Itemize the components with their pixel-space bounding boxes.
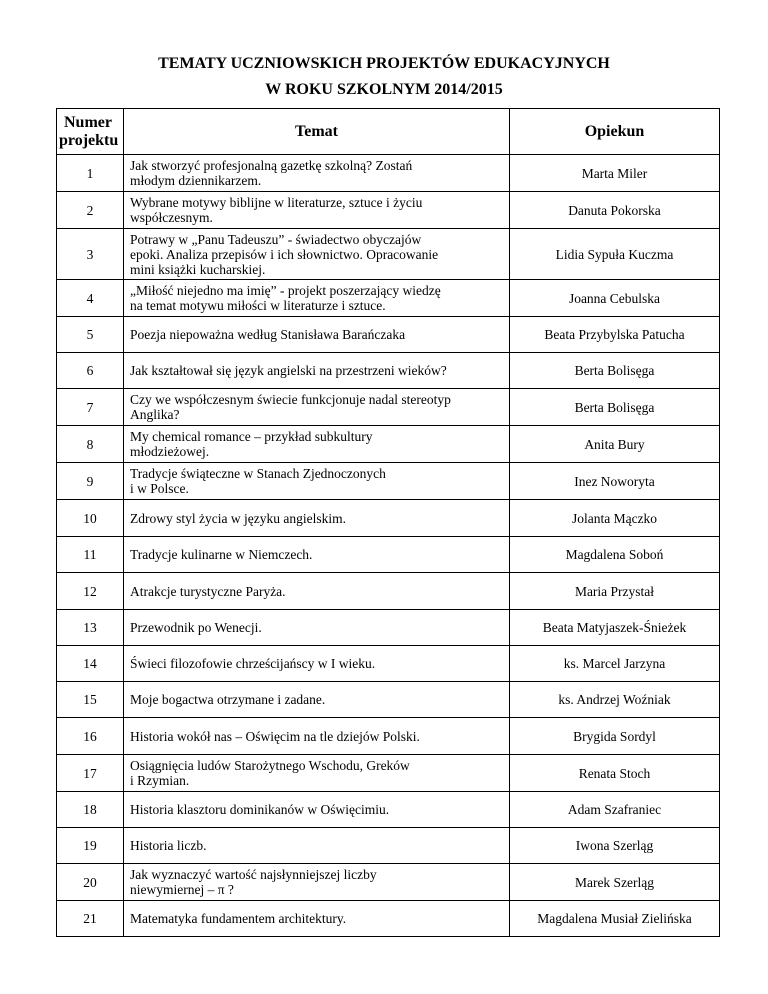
project-supervisor: Magdalena Musiał Zielińska <box>510 901 720 937</box>
project-number: 6 <box>57 353 124 389</box>
project-number: 20 <box>57 864 124 901</box>
project-topic-line: Historia klasztoru dominikanów w Oświęcimiu. <box>130 802 390 817</box>
table-row <box>57 389 720 426</box>
project-topic <box>124 463 510 500</box>
project-number: 18 <box>57 792 124 828</box>
project-topic-line: na temat motywu miłości w literaturze i sztuce. <box>130 298 386 313</box>
project-number: 3 <box>57 229 124 280</box>
table-row <box>57 755 720 792</box>
header-numer-projektu <box>57 109 124 155</box>
table-row <box>57 718 720 755</box>
project-topic-line: Jak kształtował się język angielski na przestrzeni wieków? <box>130 363 447 378</box>
header-opiekun: Opiekun <box>510 109 720 155</box>
project-topic-line: i w Polsce. <box>130 481 189 496</box>
header-temat: Temat <box>124 109 510 155</box>
project-topic-line: Moje bogactwa otrzymane i zadane. <box>130 692 326 707</box>
project-topic <box>124 646 510 682</box>
table-row <box>57 317 720 353</box>
project-number: 5 <box>57 317 124 353</box>
project-supervisor: Berta Bolisęga <box>510 389 720 426</box>
page-title-line-2: W ROKU SZKOLNYM 2014/2015 <box>265 81 503 98</box>
project-topic-line: Osiągnięcia ludów Starożytnego Wschodu, Greków <box>130 758 410 773</box>
project-topic <box>124 864 510 901</box>
project-supervisor: Joanna Cebulska <box>510 280 720 317</box>
project-number: 10 <box>57 500 124 537</box>
table-row <box>57 500 720 537</box>
project-topic-line: młodzieżowej. <box>130 444 210 459</box>
project-supervisor: Renata Stoch <box>510 755 720 792</box>
project-supervisor: Beata Matyjaszek-Śnieżek <box>510 610 720 646</box>
project-topic <box>124 828 510 864</box>
table-row <box>57 573 720 610</box>
project-topic-line: Wybrane motywy biblijne w literaturze, sztuce i życiu <box>130 195 423 210</box>
project-topic-line: współczesnym. <box>130 210 213 225</box>
project-number: 2 <box>57 192 124 229</box>
project-topic-line: Historia liczb. <box>130 838 207 853</box>
table-row <box>57 353 720 389</box>
project-topic-line: Matematyka fundamentem architektury. <box>130 911 347 926</box>
project-topic <box>124 192 510 229</box>
project-topic-line: Historia wokół nas – Oświęcim na tle dziejów Polski. <box>130 728 420 744</box>
project-number: 12 <box>57 573 124 610</box>
project-topic-line: młodym dziennikarzem. <box>130 173 262 188</box>
table-row <box>57 792 720 828</box>
project-topic <box>124 317 510 353</box>
project-number: 19 <box>57 828 124 864</box>
project-number: 13 <box>57 610 124 646</box>
project-topic-line: i Rzymian. <box>130 773 190 788</box>
project-topic <box>124 426 510 463</box>
project-topic <box>124 901 510 937</box>
project-supervisor: Berta Bolisęga <box>510 353 720 389</box>
table-row <box>57 155 720 192</box>
project-supervisor: Danuta Pokorska <box>510 192 720 229</box>
project-number: 7 <box>57 389 124 426</box>
project-topic-line: Jak stworzyć profesjonalną gazetkę szkolną? Zostań <box>130 158 413 173</box>
project-topic-line: Anglika? <box>130 407 180 422</box>
project-supervisor: Jolanta Mączko <box>510 500 720 537</box>
project-topic <box>124 229 510 280</box>
project-topic-line: Świeci filozofowie chrześcijańscy w I wieku. <box>130 656 376 671</box>
header-numer-line-2: projektu <box>59 131 119 149</box>
table-row <box>57 864 720 901</box>
project-number: 16 <box>57 718 124 755</box>
project-topic <box>124 353 510 389</box>
project-number: 8 <box>57 426 124 463</box>
project-topic-line: „Miłość niejedno ma imię” - projekt poszerzający wiedzę <box>130 283 441 298</box>
project-topic <box>124 155 510 192</box>
project-number: 15 <box>57 682 124 718</box>
project-topic-line: Tradycje świąteczne w Stanach Zjednoczonych <box>130 466 386 481</box>
table-row <box>57 192 720 229</box>
table-row <box>57 682 720 718</box>
project-supervisor: Marek Szerląg <box>510 864 720 901</box>
project-supervisor: Maria Przystał <box>510 573 720 610</box>
project-number: 9 <box>57 463 124 500</box>
project-number: 1 <box>57 155 124 192</box>
project-supervisor: ks. Andrzej Woźniak <box>510 682 720 718</box>
project-supervisor: Lidia Sypuła Kuczma <box>510 229 720 280</box>
table-row <box>57 426 720 463</box>
project-supervisor: Magdalena Soboń <box>510 537 720 573</box>
project-topic <box>124 718 510 755</box>
project-topic-line: mini książki kucharskiej. <box>130 261 266 277</box>
table-row <box>57 828 720 864</box>
project-topic-line: Atrakcje turystyczne Paryża. <box>130 583 286 599</box>
project-topic <box>124 389 510 426</box>
project-supervisor: Beata Przybylska Patucha <box>510 317 720 353</box>
project-number: 21 <box>57 901 124 937</box>
project-topic-line: Potrawy w „Panu Tadeuszu” - świadectwo obyczajów <box>130 231 422 247</box>
project-topic-line: Poezja niepoważna według Stanisława Barańczaka <box>130 327 406 342</box>
table-row <box>57 610 720 646</box>
project-topic-line: My chemical romance – przykład subkultury <box>130 429 373 444</box>
table-row <box>57 646 720 682</box>
project-topic <box>124 500 510 537</box>
project-number: 17 <box>57 755 124 792</box>
project-topic <box>124 682 510 718</box>
project-supervisor: Inez Noworyta <box>510 463 720 500</box>
project-topic <box>124 280 510 317</box>
project-topic-line: Czy we współczesnym świecie funkcjonuje nadal stereotyp <box>130 392 451 407</box>
project-number: 14 <box>57 646 124 682</box>
project-topic <box>124 573 510 610</box>
project-topic-line: Zdrowy styl życia w języku angielskim. <box>130 510 346 526</box>
project-number: 11 <box>57 537 124 573</box>
project-supervisor: Adam Szafraniec <box>510 792 720 828</box>
project-supervisor: ks. Marcel Jarzyna <box>510 646 720 682</box>
projects-table <box>56 108 720 937</box>
project-supervisor: Iwona Szerląg <box>510 828 720 864</box>
project-topic-line: Jak wyznaczyć wartość najsłynniejszej liczby <box>130 867 377 882</box>
table-row <box>57 901 720 937</box>
project-topic <box>124 755 510 792</box>
project-supervisor: Brygida Sordyl <box>510 718 720 755</box>
project-topic <box>124 610 510 646</box>
project-topic <box>124 537 510 573</box>
table-body <box>57 155 720 937</box>
project-topic-line: epoki. Analiza przepisów i ich słownictwo. Opracowanie <box>130 246 439 262</box>
project-topic-line: niewymiernej – π ? <box>130 882 234 897</box>
table-header-row <box>57 109 720 155</box>
project-topic <box>124 792 510 828</box>
header-numer-line-1: Numer <box>64 113 112 131</box>
table-row <box>57 229 720 280</box>
table-row <box>57 537 720 573</box>
project-supervisor: Marta Miler <box>510 155 720 192</box>
project-topic-line: Tradycje kulinarne w Niemczech. <box>130 547 313 562</box>
project-supervisor: Anita Bury <box>510 426 720 463</box>
page-title-line-1: TEMATY UCZNIOWSKICH PROJEKTÓW EDUKACYJNYCH <box>158 55 610 72</box>
project-topic-line: Przewodnik po Wenecji. <box>130 620 262 635</box>
table-row <box>57 280 720 317</box>
table-row <box>57 463 720 500</box>
project-number: 4 <box>57 280 124 317</box>
